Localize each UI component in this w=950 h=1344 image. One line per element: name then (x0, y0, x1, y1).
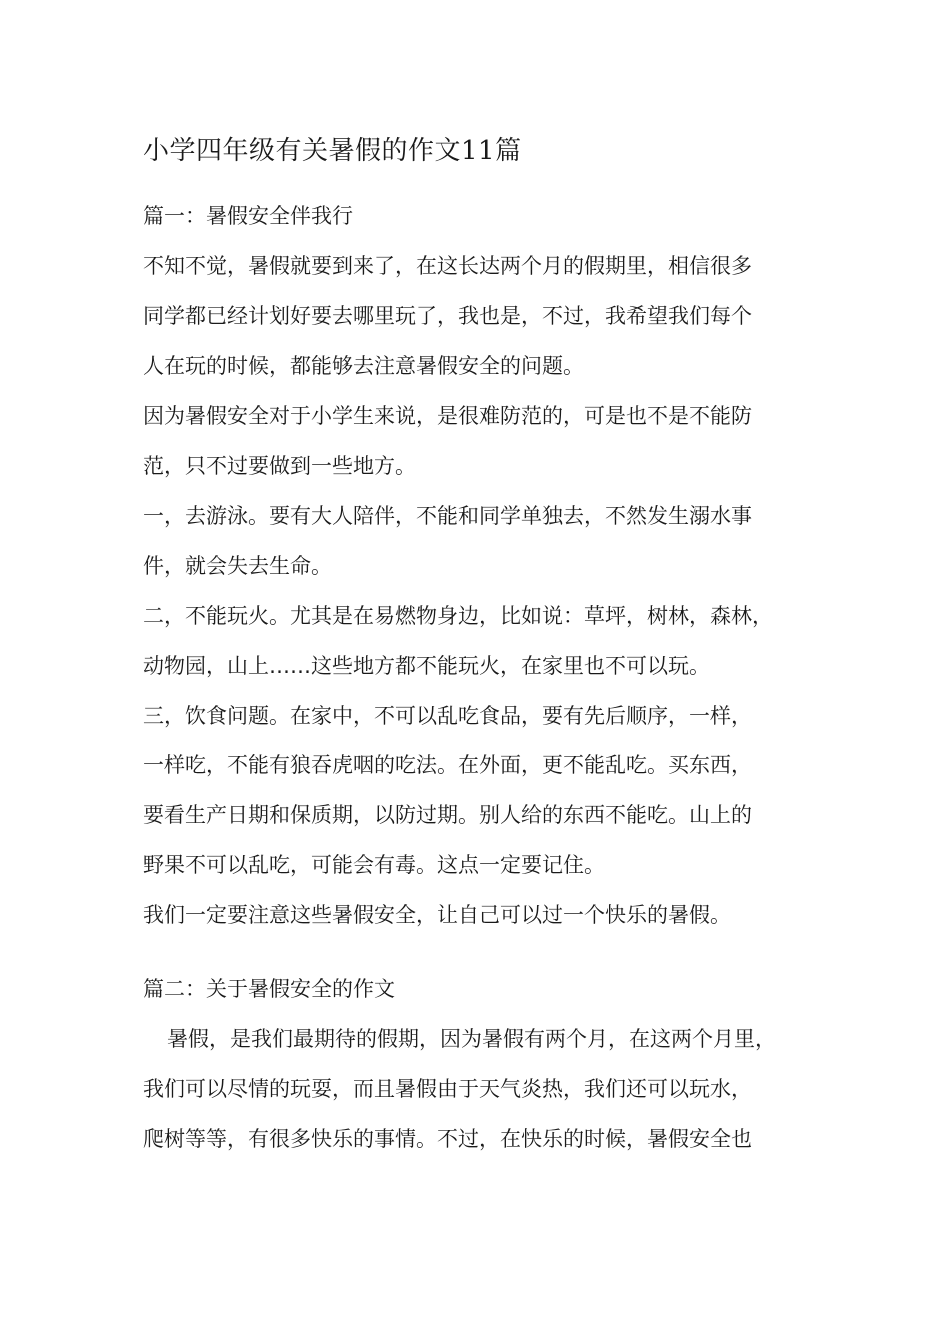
paragraph-line: 爬树等等，有很多快乐的事情。不过，在快乐的时候，暑假安全也 (143, 1127, 752, 1151)
paragraph-line: 三，饮食问题。在家中，不可以乱吃食品，要有先后顺序，一样， (143, 704, 752, 728)
paragraph-line: 同学都已经计划好要去哪里玩了，我也是，不过，我希望我们每个 (143, 304, 752, 328)
paragraph-line: 件，就会失去生命。 (143, 554, 332, 578)
section-heading: 篇一：暑假安全伴我行 (143, 204, 353, 228)
paragraph-line: 不知不觉，暑假就要到来了，在这长达两个月的假期里，相信很多 (143, 254, 752, 278)
paragraph-line: 暑假，是我们最期待的假期，因为暑假有两个月，在这两个月里， (167, 1027, 776, 1051)
paragraph-line: 我们一定要注意这些暑假安全，让自己可以过一个快乐的暑假。 (143, 903, 731, 927)
paragraph-line: 二，不能玩火。尤其是在易燃物身边，比如说：草坪，树林，森林， (143, 604, 773, 628)
document-title: 小学四年级有关暑假的作文11篇 (143, 136, 522, 166)
paragraph-line: 一，去游泳。要有大人陪伴，不能和同学单独去，不然发生溺水事 (143, 504, 752, 528)
paragraph-line: 范，只不过要做到一些地方。 (143, 454, 416, 478)
paragraph-line: 人在玩的时候，都能够去注意暑假安全的问题。 (143, 354, 584, 378)
paragraph-line: 因为暑假安全对于小学生来说，是很难防范的，可是也不是不能防 (143, 404, 752, 428)
paragraph-line: 一样吃，不能有狼吞虎咽的吃法。在外面，更不能乱吃。买东西， (143, 753, 752, 777)
paragraph-line: 野果不可以乱吃，可能会有毒。这点一定要记住。 (143, 853, 605, 877)
paragraph-line: 要看生产日期和保质期，以防过期。别人给的东西不能吃。山上的 (143, 803, 752, 827)
section-heading: 篇二：关于暑假安全的作文 (143, 977, 395, 1001)
paragraph-line: 我们可以尽情的玩耍，而且暑假由于天气炎热，我们还可以玩水， (143, 1077, 752, 1101)
paragraph-line: 动物园，山上……这些地方都不能玩火，在家里也不可以玩。 (143, 654, 710, 678)
